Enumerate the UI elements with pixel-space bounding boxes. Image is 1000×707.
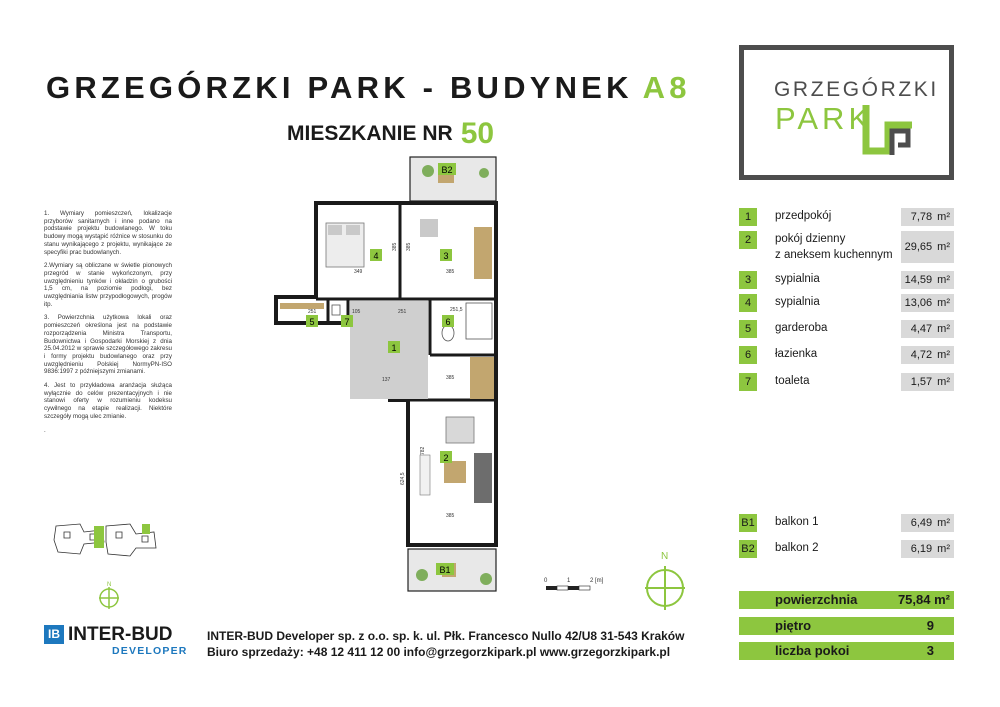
dim-3v: 385 — [406, 242, 412, 251]
dim-3: 385 — [446, 269, 455, 275]
area-unit: m² — [937, 517, 950, 529]
area-value: 4,47 — [910, 323, 933, 335]
footer-contact: Biuro sprzedaży: +48 12 411 12 00 info@grzegorzkipark.pl www.grzegorzkipark.pl — [207, 645, 671, 659]
area-unit: m² — [937, 376, 950, 388]
note-3: 3. Powierzchnia użytkowa lokali oraz pomieszczeń określona jest na podstawie rozporządzenia Ministra Transportu, Budownictwa i Gospodarki Morskiej z dnia 25.04.2012 w sprawie szczegółowego zakresu i formy projektu budowlanego oraz przy uwzględnieniu Polskiej NormyPN-ISO 9836:1997 z późniejszymi zmianami. — [44, 314, 172, 376]
company-logo-icon: IB — [44, 625, 64, 644]
plan-label-1: 1 — [391, 343, 397, 353]
north-label-small: N — [107, 582, 112, 588]
room-num: 6 — [739, 346, 757, 364]
summary-area — [739, 591, 954, 609]
room-row-3 — [739, 271, 954, 289]
summary-floor-value: 9 — [926, 618, 934, 633]
note-2: 2.Wymiary są obliczane w świetle pionowych przegród w stanie wykończonym, przy uwzględnieniu tynków i okładzin o grubości 1,5 cm, na poziomie podłogi, bez uwzględniania listw przypodłogowych, progów itp. — [44, 262, 172, 308]
balcony-row-1 — [739, 514, 954, 532]
dim-4v: 385 — [392, 242, 398, 251]
company-name: INTER-BUD — [68, 624, 173, 645]
room-name: przedpokój — [775, 210, 832, 222]
room-row-7 — [739, 373, 954, 391]
apartment-label: MIESZKANIE NR — [287, 122, 453, 145]
dim-7: 105 — [352, 309, 361, 315]
room-num: 5 — [739, 320, 757, 338]
dim-1b: 137 — [382, 377, 391, 383]
area-unit: m² — [937, 297, 950, 309]
room-name: garderoba — [775, 322, 828, 334]
site-plan-miniature — [50, 518, 162, 560]
scale-0: 0 — [544, 578, 548, 584]
room-area — [901, 320, 954, 338]
summary-rooms-label: liczba pokoi — [775, 643, 850, 658]
north-label: N — [661, 551, 669, 562]
dim-6: 251,5 — [450, 307, 463, 313]
page-title — [46, 70, 691, 106]
area-unit: m² — [937, 241, 950, 253]
note-5: . — [44, 426, 46, 434]
room-name: sypialnia — [775, 273, 820, 285]
room-name: sypialnia — [775, 296, 820, 308]
room-row-1 — [739, 208, 954, 226]
plan-label-4: 4 — [373, 251, 379, 261]
plan-label-b1: B1 — [439, 565, 451, 575]
room-num: 1 — [739, 208, 757, 226]
summary-floor-label: piętro — [775, 618, 812, 633]
room-area — [901, 294, 954, 312]
room-area — [901, 346, 954, 364]
room-num: 2 — [739, 231, 757, 249]
note-4: 4. Jest to przykładowa aranżacja służąca wyłącznie do celów prezentacyjnych i nie stanowi oferty w rozumieniu kodeksu cywilnego na etapie realizacji. Niektóre szczegóły mogą ulec zmianie. — [44, 382, 172, 420]
plan-label-5: 5 — [309, 317, 315, 327]
summary-rooms — [739, 642, 954, 660]
room-row-2 — [739, 231, 954, 263]
plan-label-2: 2 — [443, 453, 449, 463]
summary-floor — [739, 617, 954, 635]
logo-text-park: PARK — [775, 101, 874, 136]
scale-bar — [540, 574, 620, 596]
balcony-area — [901, 540, 954, 558]
room-num: 7 — [739, 373, 757, 391]
area-unit: m² — [937, 323, 950, 335]
dim-5: 251 — [308, 309, 317, 315]
room-name-line2: z aneksem kuchennym — [775, 249, 893, 261]
area-unit: m² — [937, 349, 950, 361]
summary-area-value: 75,84 m² — [897, 592, 950, 607]
balcony-num: B2 — [739, 540, 757, 558]
balcony-row-2 — [739, 540, 954, 558]
room-row-4 — [739, 294, 954, 312]
notes-block — [44, 210, 172, 440]
area-unit: m² — [937, 211, 950, 223]
area-value: 7,78 — [910, 211, 933, 223]
floor-plan — [270, 155, 510, 595]
dim-2v: 782 — [420, 446, 426, 455]
north-arrow-icon — [642, 550, 688, 612]
area-value: 6,49 — [910, 517, 933, 529]
footer-address: INTER-BUD Developer sp. z o.o. sp. k. ul. Płk. Francesco Nullo 42/U8 31-543 Kraków — [207, 629, 685, 643]
room-num: 3 — [739, 271, 757, 289]
dim-6b: 385 — [446, 375, 455, 381]
room-row-6 — [739, 346, 954, 364]
balcony-area — [901, 514, 954, 532]
room-num: 4 — [739, 294, 757, 312]
area-unit: m² — [937, 543, 950, 555]
note-1: 1. Wymiary pomieszczeń, lokalizacje przyborów sanitarnych i inne podano na podstawie projektu budowlanego. W toku budowy mogą wystąpić różnice w stosunku do stanu wynikającego z projektu, wynikające ze specyfiki prac budowlanych. — [44, 210, 172, 256]
logo-text-top: GRZEGÓRZKI — [774, 78, 939, 101]
balcony-name: balkon 2 — [775, 542, 819, 554]
balcony-num: B1 — [739, 514, 757, 532]
park-logo-mark-icon — [862, 103, 918, 159]
room-area — [901, 271, 954, 289]
dim-1: 251 — [398, 309, 407, 315]
area-unit: m² — [937, 274, 950, 286]
area-value: 14,59 — [904, 274, 933, 286]
area-value: 1,57 — [910, 376, 933, 388]
area-value: 4,72 — [910, 349, 933, 361]
title-main: GRZEGÓRZKI PARK - BUDYNEK — [46, 70, 633, 105]
dim-2l: 624,5 — [400, 472, 406, 485]
north-arrow-small-icon — [97, 579, 123, 611]
plan-label-6: 6 — [445, 317, 451, 327]
scale-1: 1 — [567, 578, 571, 584]
scale-2: 2 [m] — [590, 578, 604, 584]
summary-rooms-value: 3 — [926, 643, 934, 658]
plan-label-3: 3 — [443, 251, 449, 261]
area-value: 6,19 — [910, 543, 933, 555]
balcony-name: balkon 1 — [775, 516, 819, 528]
room-row-5 — [739, 320, 954, 338]
area-value: 13,06 — [904, 297, 933, 309]
company-subname: DEVELOPER — [112, 645, 188, 657]
room-name: pokój dzienny — [775, 233, 846, 245]
room-name: łazienka — [775, 348, 818, 360]
room-area — [901, 231, 954, 263]
room-area — [901, 208, 954, 226]
apartment-number: 50 — [460, 117, 495, 150]
dim-4: 349 — [354, 269, 363, 275]
summary-area-label: powierzchnia — [775, 592, 858, 607]
room-name: toaleta — [775, 375, 810, 387]
plan-label-7: 7 — [344, 317, 350, 327]
room-area — [901, 373, 954, 391]
plan-label-b2: B2 — [441, 165, 453, 175]
dim-2h: 385 — [446, 513, 455, 519]
building-code: A8 — [642, 70, 691, 105]
apartment-subtitle — [287, 117, 494, 151]
area-value: 29,65 — [904, 241, 933, 253]
